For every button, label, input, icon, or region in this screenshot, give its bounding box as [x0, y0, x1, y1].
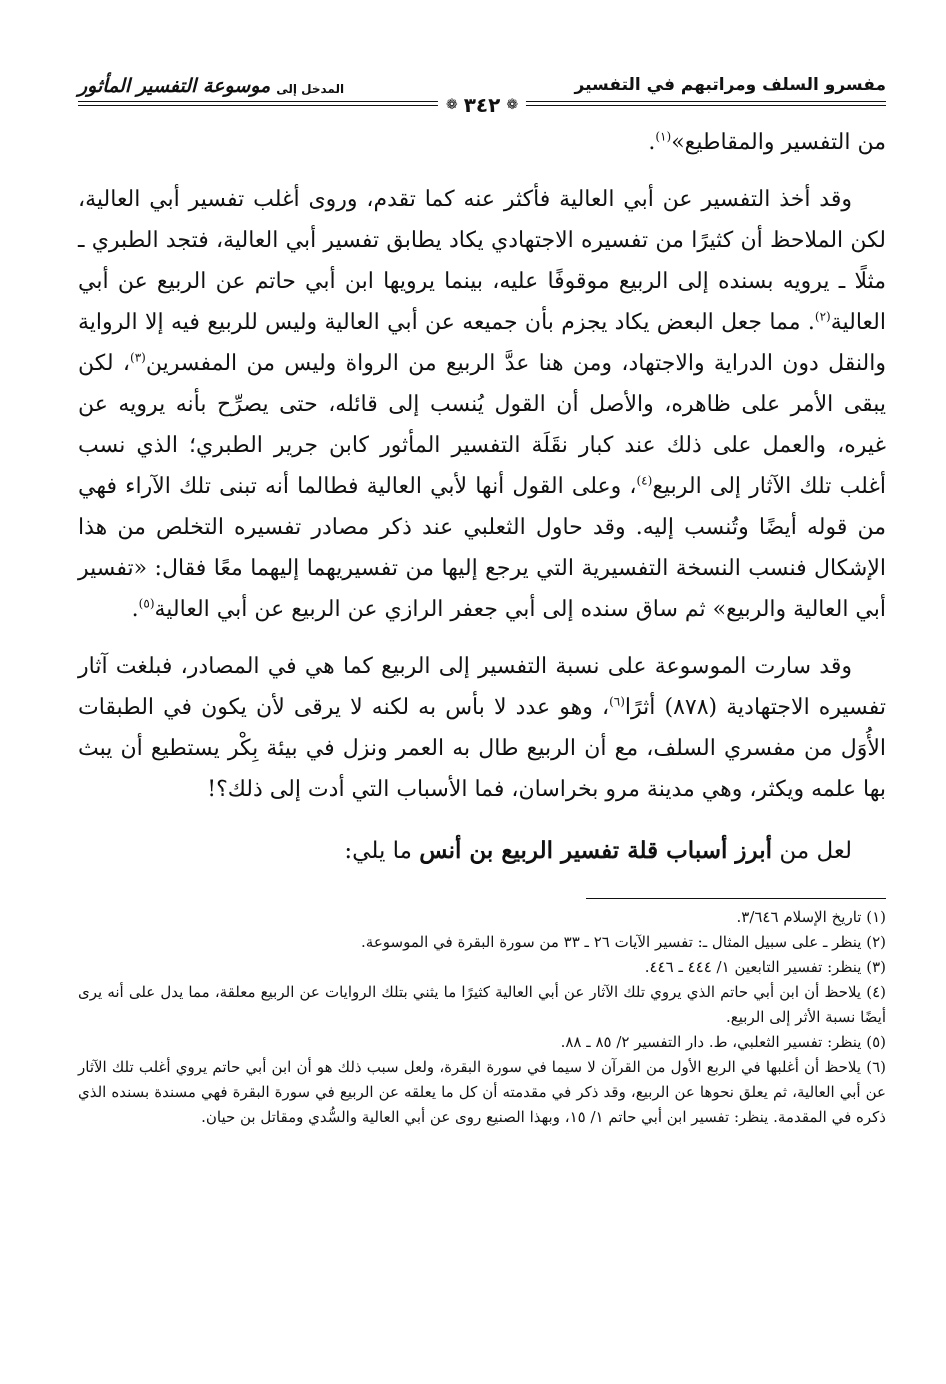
footnote-ref[interactable]: (٦) — [609, 694, 625, 709]
page-number — [438, 93, 526, 117]
book-title-logo: موسوعة التفسير المأثور — [78, 75, 271, 97]
footnote-ref[interactable]: (٥) — [138, 596, 155, 611]
footnote-3: (٣) ينظر: تفسير التابعين ١/ ٤٤٤ ـ ٤٤٦. — [644, 958, 886, 976]
footnote-2: (٢) ينظر ـ على سبيل المثال ـ: تفسير الآيات ٢٦ ـ ٣٣ من سورة البقرة في الموسوعة. — [361, 933, 886, 951]
footnote-ref[interactable]: (٤) — [636, 473, 653, 488]
text-run: ، وعلى القول أنها لأبي العالية فطالما أنه تبنى تلك الآراء فهي من قوله أيضًا وتُنسب إليه. وقد حاول الثعلبي عند ذكر مصادر تفسيره التخلص من هذا الإشكال فنسب النسخة التفسيرية التي يرجع إليها من تفسيريهما إليهما معًا فقال: «تفسير أبي العالية والربيع» ثم ساق سنده إلى أبي جعفر الرازي عن الربيع عن أبي العالية — [78, 474, 886, 622]
footnote-separator — [586, 898, 886, 899]
text-run: من التفسير والمقاطيع» — [671, 130, 886, 155]
text-run: وقد أخذ التفسير عن أبي العالية فأكثر عنه كما تقدم، وروى أغلب تفسير أبي العالية، لكن الملاحظ أن كثيرًا من تفسيره الاجتهادي يكاد يطابق تفسير أبي العالية، فتجد الطبري ـ مثلًا ـ يرويه بسنده إلى الربيع موقوفًا عليه، بينما يرويها ابن أبي حاتم عن الربيع عن أبي العالية — [78, 187, 886, 335]
book-page — [78, 60, 886, 1360]
paragraph-1 — [78, 122, 886, 163]
page-number-text: ٣٤٢ — [463, 93, 501, 117]
text-run: وقد سارت الموسوعة على نسبة التفسير إلى الربيع كما هي في المصادر، فبلغت آثار تفسيره الاجتهادية (٨٧٨) أثرًا — [78, 654, 886, 720]
book-title-prefix: المدخل إلى — [276, 82, 345, 96]
bold-heading-text: أبرز أسباب قلة تفسير الربيع بن أنس — [419, 837, 773, 864]
footnote-4: (٤) يلاحظ أن ابن أبي حاتم الذي يروي تلك الآثار عن أبي العالية كثيرًا ما يثني بتلك الروايات عن الربيع معلقة، مما يدل على أنه يرى أيضًا نسبة الأثر إلى الربيع. — [78, 983, 886, 1026]
main-text — [78, 122, 886, 872]
text-run: ، وهو عدد لا بأس به لكنه لا يرقى لأن يكون في الطبقات الأُوَل من مفسري السلف، مع أن الربيع طال به العمر ونزل في بيئة بِكْر يستطيع أن يبث بها علمه ويكثر، وهي مدينة مرو بخراسان، فما الأسباب التي أدت إلى ذلك؟! — [78, 695, 886, 802]
paragraph-3 — [78, 646, 886, 810]
footnote-ref[interactable]: (٣) — [130, 350, 146, 365]
header-rule — [78, 93, 886, 118]
text-run: . — [648, 130, 656, 155]
book-title — [78, 77, 344, 100]
text-run: . مما جعل البعض يكاد يجزم بأن جميعه عن أبي العالية وليس للربيع فيه إلا الرواية والنقل دون الدراية والاجتهاد، ومن هنا عدَّ الربيع من الرواة وليس من المفسرين — [78, 310, 886, 376]
footnotes — [78, 905, 886, 1130]
footnote-6: (٦) يلاحظ أن أغلبها في الربع الأول من القرآن لا سيما في سورة البقرة، ولعل سبب ذلك هو أن ابن أبي حاتم يروي أغلب تلك الآثار عن أبي العالية، ثم يعلق نحوها عن الربيع، وقد ذكر في مقدمته أن كل ما يعلقه عن الربيع في سورة البقرة فهي مسندة بسنده الذي ذكره في المقدمة. ينظر: تفسير ابن أبي حاتم ١/ ١٥، وبهذا الصنيع روى عن أبي العالية والسُّدي ومقاتل بن حيان. — [78, 1058, 886, 1126]
footnote-5: (٥) ينظر: تفسير الثعلبي، ط. دار التفسير ٢/ ٨٥ ـ ٨٨. — [560, 1033, 886, 1051]
paragraph-2 — [78, 179, 886, 630]
lead-line — [78, 830, 886, 872]
section-title: مفسرو السلف ومراتبهم في التفسير — [574, 75, 886, 95]
text-run: ، لكن يبقى الأمر على ظاهره، والأصل أن القول يُنسب إلى قائله، حتى يصرِّح بأنه يرويه عن غيره، والعمل على ذلك عند كبار نقَلَة التفسير المأثور كابن جرير الطبري؛ الذي نسب أغلب تلك الآثار إلى الربيع — [78, 351, 887, 499]
ornament-icon: ❁ — [506, 97, 519, 113]
text-run: لعل من — [772, 838, 852, 864]
footnote-ref[interactable]: (١) — [655, 129, 672, 144]
text-run: ما يلي: — [344, 838, 420, 864]
footnote-ref[interactable]: (٢) — [814, 309, 831, 324]
ornament-icon: ❁ — [445, 97, 458, 113]
text-run: . — [131, 597, 139, 622]
footnote-1: (١) تاريخ الإسلام ٣/٦٤٦. — [736, 908, 886, 926]
